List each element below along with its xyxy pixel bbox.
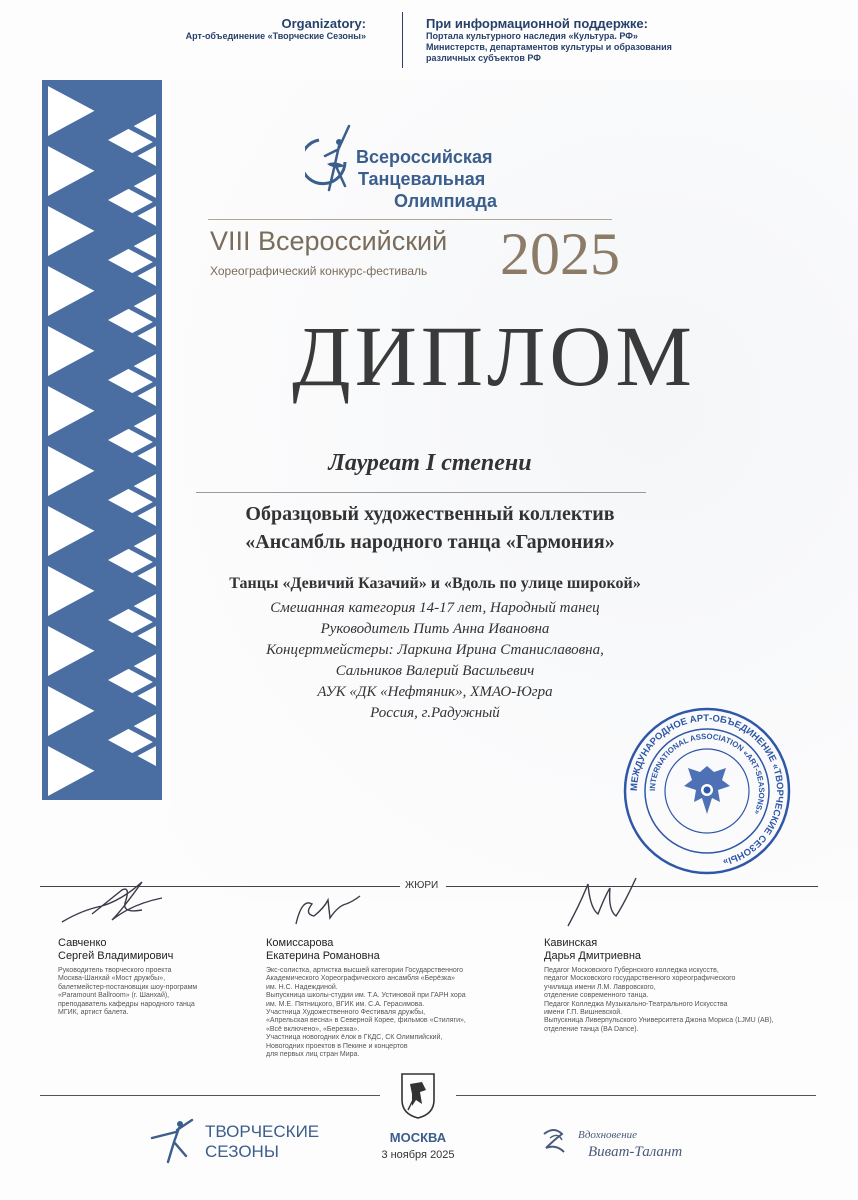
desc-line: отделение танца (BA Dance).	[544, 1025, 639, 1033]
stamp-inner-text: INTERNATIONAL ASSOCIATION «ART-SEASONS»	[647, 731, 767, 816]
desc-line: «Всё включено», «Березка».	[266, 1025, 360, 1033]
issue-date: 3 ноября 2025	[381, 1149, 455, 1161]
dance-titles: Танцы «Девичий Казачий» и «Вдоль по улице широкой»	[229, 575, 641, 592]
desc-line: МГИК, артист балета.	[58, 1009, 129, 1017]
desc-line: отделение современного танца.	[544, 992, 649, 1000]
ts-line: СЕЗОНЫ	[205, 1142, 279, 1161]
judge-name	[266, 937, 380, 963]
organizers-text: Арт-объединение «Творческие Сезоны»	[185, 31, 366, 41]
support-line: Портала культурного наследия «Культура. РФ»	[426, 31, 638, 41]
desc-line: Академического Хореографического ансамбля «Берёзка»	[266, 975, 456, 983]
award-title: Лауреат I степени	[328, 450, 532, 476]
desc-line: для первых лиц стран Мира.	[266, 1051, 360, 1059]
support-title: При информационной поддержке:	[426, 16, 648, 31]
edition-title: VIII Всероссийский	[210, 226, 448, 256]
desc-line: Выпускница Ливерпульского Университета Джона Мориса (LJMU (AB),	[544, 1017, 774, 1025]
vt-line-2: Виват-Талант	[588, 1144, 683, 1160]
ballerina-icon	[146, 1116, 196, 1164]
detail-line: Концертмейстеры: Ларкина Ирина Станиславовна,	[266, 642, 604, 658]
logo-line: Олимпиада	[394, 191, 497, 211]
judge-given-names: Дарья Дмитриевна	[544, 950, 642, 962]
year: 2025	[500, 221, 620, 287]
judge-surname: Кавинская	[544, 937, 598, 949]
judge-surname: Савченко	[58, 937, 107, 949]
desc-line: «Апрельская весна» в Северной Корее, фильмов «Стиляги»,	[266, 1017, 466, 1025]
ts-line: ТВОРЧЕСКИЕ	[205, 1122, 320, 1141]
desc-line: педагог Московского государственного хореографического	[544, 975, 736, 983]
detail-line: Россия, г.Радужный	[370, 705, 500, 721]
detail-line: Смешанная категория 14-17 лет, Народный танец	[270, 600, 600, 616]
desc-line: Москва-Шанхай «Мост дружбы»,	[58, 975, 166, 983]
desc-line: им. М.Е. Пятницкого, ВГИК им. С.А. Герасимова.	[266, 1000, 425, 1008]
desc-line: Педагог Московского Губернского колледжа искусств,	[544, 967, 719, 974]
olympiad-logo-text	[356, 146, 497, 212]
judge-given-names: Екатерина Романовна	[266, 950, 380, 962]
judge-description	[266, 967, 466, 1059]
jury-label: ЖЮРИ	[405, 880, 439, 891]
desc-line: преподаватель кафедры народного танца	[58, 1000, 195, 1008]
diploma-title: ДИПЛОМ	[292, 308, 696, 404]
desc-line: Педагог Колледжа Музыкально-Театрального Искусства	[544, 1000, 728, 1008]
detail-line: Руководитель Пить Анна Ивановна	[320, 621, 550, 637]
desc-line: «Paramount Ballroom» (г. Шанхай),	[58, 992, 170, 1000]
collective-line: Образцовый художественный коллектив	[245, 503, 615, 525]
judge-description	[544, 967, 774, 1034]
desc-line: им. Н.С. Надеждиной.	[266, 983, 338, 991]
detail-line: Сальников Валерий Васильевич	[335, 663, 535, 679]
organizers-title: Organizatory:	[281, 16, 366, 31]
vt-line-1: Вдохновение	[578, 1129, 638, 1141]
official-stamp	[622, 706, 792, 876]
desc-line: Новогодних проектов в Пекине и концертов	[266, 1042, 408, 1050]
header-divider	[402, 12, 403, 68]
desc-line: балетмейстер-постановщик шоу-программ	[58, 983, 198, 991]
wave-icon	[544, 1130, 564, 1152]
support-block	[426, 16, 672, 64]
judge-name	[544, 937, 641, 963]
stamp-outer-text: МЕЖДУНАРОДНОЕ АРТ-ОБЪЕДИНЕНИЕ «ТВОРЧЕСКИЕ СЕЗОНЫ»	[628, 712, 786, 868]
judge-given-names: Сергей Владимирович	[58, 950, 174, 962]
desc-line: Выпускница школы-студии им. Т.А. Устиновой при ГАРН хора	[266, 992, 466, 1000]
desc-line: Участница новогодних ёлок в ГКДС, СК Олимпийский,	[266, 1034, 443, 1042]
support-line: Министерств, департаментов культуры и образования	[426, 42, 672, 52]
logo-line: Всероссийская	[356, 147, 493, 167]
footer-line-right	[456, 1095, 816, 1096]
double-headed-eagle-icon	[684, 766, 730, 814]
desc-line: Экс-солистка, артистка высшей категории Государственного	[266, 967, 464, 974]
desc-line: Участница Художественного Фестиваля дружбы,	[266, 1009, 426, 1017]
judge-description	[58, 967, 197, 1017]
judge-surname: Комиссарова	[266, 937, 334, 949]
festival-subtitle: Хореографический конкурс-фестиваль	[210, 264, 428, 278]
desc-line: училища имени Л.М. Лавровского,	[544, 983, 656, 991]
footer-line-left	[40, 1095, 380, 1096]
vivat-talant-logo	[540, 1118, 720, 1168]
collective-line: «Ансамбль народного танца «Гармония»	[245, 531, 615, 553]
signature-kavinskaya	[562, 874, 642, 936]
signature-komissarova	[288, 888, 368, 932]
organizers-block	[186, 16, 366, 42]
divider-line	[208, 219, 612, 220]
signature-savchenko	[52, 870, 182, 930]
desc-line: имени Г.П. Вишневской.	[544, 1009, 623, 1017]
city-name: МОСКВА	[389, 1130, 447, 1145]
support-line: различных субъектов РФ	[426, 53, 541, 63]
tvorcheskie-sezony-logo-text	[205, 1122, 319, 1162]
logo-line: Танцевальная	[358, 169, 486, 189]
divider-line	[196, 492, 646, 493]
moscow-coat-of-arms-icon	[400, 1070, 436, 1120]
desc-line: Руководитель творческого проекта	[58, 967, 172, 974]
judge-name	[58, 937, 173, 963]
detail-line: АУК «ДК «Нефтяник», ХМАО-Югра	[317, 684, 553, 700]
collective-name	[150, 500, 710, 556]
